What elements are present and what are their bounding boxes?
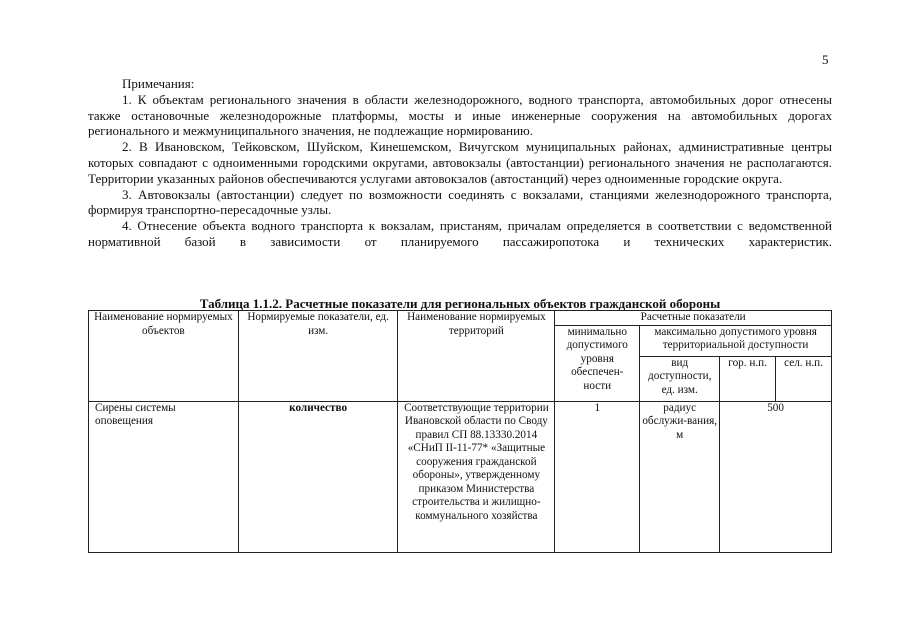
cell-indicator: количество (238, 401, 398, 552)
header-min-level: минимально допустимого уровня обеспечен-ности (555, 325, 640, 401)
header-object-name: Наименование нормируемых объектов (89, 311, 239, 402)
page-number: 5 (822, 52, 829, 67)
notes-heading: Примечания: (122, 76, 195, 91)
note-item: 1. К объектам регионального значения в области железнодорожного, водного транспорта, автомобильных дорог отнесены также остановочные железнодорожные платформы, мосты и иные инженерные сооружения на автомобильных дорогах регионального и межмуниципального значения, не подлежащие нормированию. (88, 91, 832, 139)
table-row (89, 401, 832, 552)
table-caption: Таблица 1.1.2. Расчетные показатели для региональных объектов гражданской обороны (199, 296, 721, 311)
note-item: 2. В Ивановском, Тейковском, Шуйском, Кинешемском, Вичугском муниципальных районах, административные центры которых совпадают с одноименными городскими округами, автовокзалы (автостанции) регионального значения не располагаются. Территории указанных районов обеспечиваются услугами автовокзалов (автостанций) через одноименные городские округа. (88, 139, 832, 186)
civil-defense-table (88, 310, 832, 553)
header-calc: Расчетные показатели (555, 311, 832, 326)
header-rural: сел. н.п. (776, 356, 832, 401)
notes-section (88, 76, 832, 250)
header-max-access: максимально допустимого уровня территориальной доступности (640, 325, 832, 356)
header-territory-name: Наименование нормируемых территорий (398, 311, 555, 402)
cell-radius-value: 500 (720, 401, 832, 552)
table-header-row (89, 311, 832, 326)
cell-territory: Соответствующие территории Ивановской области по Своду правил СП 88.13330.2014 «СНиП II-11-77* «Защитные сооружения гражданской обороны», утвержденному приказом Министерства строительства и жилищно-коммунального хозяйства (398, 401, 555, 552)
header-access-type: вид доступности, ед. изм. (640, 356, 720, 401)
cell-object: Сирены системы оповещения (89, 401, 239, 552)
note-item: 3. Автовокзалы (автостанции) следует по возможности соединять с вокзалами, станциями железнодорожного транспорта, формируя транспортно-пересадочные узлы. (88, 186, 832, 218)
note-item: 4. Отнесение объекта водного транспорта к вокзалам, пристаням, причалам определяется в соответствии с ведомственной нормативной базой в зависимости от планируемого пассажиропотока и технических характеристик. (88, 218, 832, 249)
cell-min-level: 1 (555, 401, 640, 552)
header-urban: гор. н.п. (720, 356, 776, 401)
cell-access-type: радиус обслужи-вания, м (640, 401, 720, 552)
header-indicators: Нормируемые показатели, ед. изм. (238, 311, 398, 402)
